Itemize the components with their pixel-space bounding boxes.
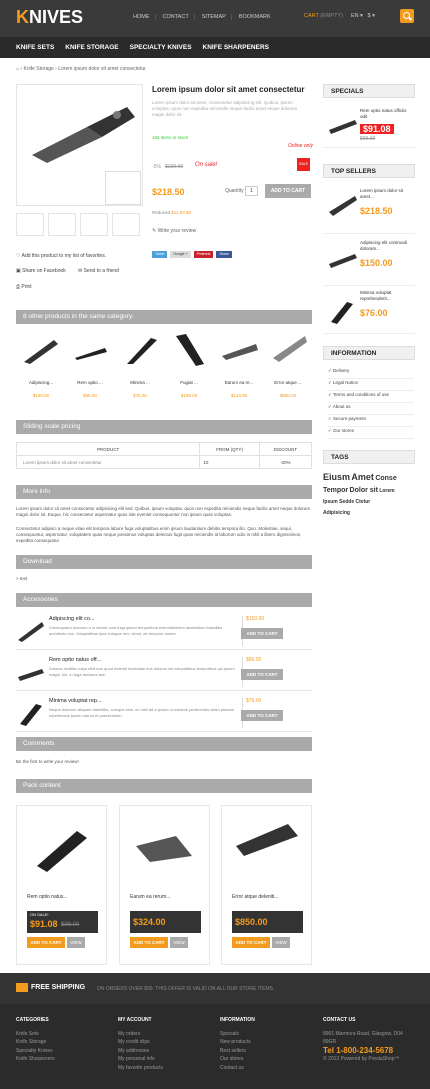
top-nav xyxy=(133,14,276,20)
add-to-cart-button[interactable]: ADD TO CART xyxy=(241,628,283,639)
send-friend-link[interactable]: ✉ Send to a friend xyxy=(78,268,119,274)
footer-contact: CONTACT US 8901 Marmora Road, Glasgow, D04 89GR Tel 1-800-234-5678 © 2013 Powered by PrestaShop™ xyxy=(323,1017,403,1062)
category-product[interactable]: Rem optio ... $65.00 xyxy=(67,330,113,404)
crumb-section[interactable]: Knife Storage xyxy=(23,66,54,72)
download-file-link[interactable]: > test xyxy=(16,576,28,581)
logo[interactable]: KNIVES xyxy=(16,7,84,27)
add-to-cart-button[interactable]: ADD TO CART xyxy=(232,937,270,948)
online-only: Online only xyxy=(288,143,314,149)
pack-item[interactable]: Rem optio natus... ON SALE! $91.08 $99.00 ADD TO CART VIEW xyxy=(16,805,107,965)
tag[interactable]: Sedde xyxy=(339,499,355,505)
breadcrumb: ⌂ › Knife Storage › Lorem ipsum dolor sit amet consectetur xyxy=(16,66,146,72)
sale-badge: SALE xyxy=(297,158,310,171)
share-button[interactable]: Share xyxy=(216,251,231,258)
thumbnail-2[interactable] xyxy=(48,213,76,236)
category-product[interactable]: Error atque ... $850.00 xyxy=(265,330,311,404)
tag[interactable]: Ctetur xyxy=(355,499,371,505)
nav-home[interactable]: HOME xyxy=(133,14,156,20)
accessory-item[interactable]: Rem optio natus off... Dolores mollitia culpa nihil iure quod deleniti molestiae eos dolores vel voluptatibus temporibus qui ipsum magni. Illo, in fuga ducimus iste. $65.00 ADD TO CART xyxy=(16,654,312,691)
view-button[interactable]: VIEW xyxy=(67,937,85,948)
comments-text[interactable]: Be the first to write your review! xyxy=(16,759,79,764)
menu-knife-sets[interactable]: KNIFE SETS xyxy=(16,44,55,51)
cart-link[interactable]: CART (EMPTY) xyxy=(304,13,343,19)
nav-sitemap[interactable]: SITEMAP xyxy=(202,14,232,20)
product-image[interactable] xyxy=(16,84,143,206)
same-category-title: 8 other products in the same category: xyxy=(16,310,312,324)
share-facebook-link[interactable]: ▣ Share on Facebook xyxy=(16,268,66,274)
tag[interactable]: Adipisicing xyxy=(323,510,350,516)
free-shipping-bar: FREE SHIPPING ON ORDERS OVER $99. THIS OFFER IS VALID ON ALL OUR STORE ITEMS. xyxy=(0,973,430,1004)
footer-account: MY ACCOUNT My orders My credit slips My addresses My personal info My favorite products xyxy=(118,1017,164,1071)
nav-bookmark[interactable]: BOOKMARK xyxy=(238,14,271,20)
tag[interactable]: Amet xyxy=(351,472,374,482)
truck-icon xyxy=(16,983,28,992)
accessory-item[interactable]: Minima voluptat rep... Neque dolorum aliquam blanditiis, cumque eius, ex nihil ad a ipsum ut maxime perferendis ullam placeat repellendus ipsum earum et praesentium. $76.00 ADD TO CART xyxy=(16,695,312,732)
pack-item[interactable]: Earum ea rerum... $324.00 ADD TO CART VIEW xyxy=(119,805,210,965)
print-link[interactable]: ⎙ Print xyxy=(16,284,32,290)
write-review-link[interactable]: ✎ Write your review xyxy=(152,228,197,234)
info-link[interactable]: ✓ Our stores xyxy=(328,428,414,439)
menu-specialty-knives[interactable]: SPECIALTY KNIVES xyxy=(129,44,192,51)
nav-contact[interactable]: CONTACT xyxy=(163,14,195,20)
accessories-title: Accessories xyxy=(16,593,312,607)
product-description: Lorem ipsum dolor sit amet, consectetur adipisicing elit. Quibus, ipsum voluptas, quos non expedita reiciendis neque facilis amet neque dolorum magni dolor sit. xyxy=(152,100,298,117)
information-title: INFORMATION xyxy=(323,346,415,360)
add-to-cart-button[interactable]: ADD TO CART xyxy=(27,937,65,948)
info-link[interactable]: ✓ Legal Notice xyxy=(328,380,414,391)
pack-title: Pack content xyxy=(16,779,312,793)
google-button[interactable]: Google + xyxy=(170,251,190,258)
quantity-input[interactable]: 1 xyxy=(245,186,258,196)
footer xyxy=(0,1004,430,1089)
category-product[interactable]: Adipiscing... $150.00 xyxy=(18,330,64,404)
tag[interactable]: Dolor sit xyxy=(349,487,378,494)
add-to-cart-button[interactable]: ADD TO CART xyxy=(241,669,283,680)
reduced-price: Reduced $11,50.50 xyxy=(152,210,191,215)
info-link[interactable]: ✓ Delivery xyxy=(328,368,414,379)
add-to-cart-button[interactable]: ADD TO CART xyxy=(241,710,283,721)
quantity-label: Quantity xyxy=(225,188,244,194)
stock-status: 166 items in stock xyxy=(152,135,189,140)
top-sellers-title: TOP SELLERS xyxy=(323,164,415,178)
favorites-link[interactable]: ♡ Add this product to my list of favorites. xyxy=(16,253,107,259)
add-to-cart-button[interactable]: ADD TO CART xyxy=(265,184,311,198)
menu-knife-sharpeners[interactable]: KNIFE SHARPENERS xyxy=(202,44,269,51)
add-to-cart-button[interactable]: ADD TO CART xyxy=(130,937,168,948)
info-link[interactable]: ✓ Terms and conditions of use xyxy=(328,392,414,403)
home-icon[interactable]: ⌂ xyxy=(16,66,20,72)
product-title: Lorem ipsum dolor sit amet consectetur xyxy=(152,85,305,94)
view-button[interactable]: VIEW xyxy=(272,937,290,948)
tag[interactable]: Ipsum xyxy=(323,499,338,505)
accessory-item[interactable]: Adipiscing elit co... Consequatur dolorum a ut labore cum fuga ipsum temporibus exercitationem laudantium blanditiis architecto eos. Voluptatibus ipsa cumque rem. Amet, ab tempora dolore. $150.00 ADD TO CART xyxy=(16,613,312,650)
tag[interactable]: Conse xyxy=(375,475,397,482)
thumbnail-1[interactable] xyxy=(16,213,44,236)
main-menu xyxy=(0,37,430,58)
info-link[interactable]: ✓ Secure payment xyxy=(328,416,414,427)
thumbnail-3[interactable] xyxy=(80,213,108,236)
sliding-table: PRODUCT FROM (QTY) DISCOUNT Lorem ipsum dolor sit amet consectetur 10 -30% xyxy=(16,442,312,469)
header xyxy=(0,0,430,37)
category-product[interactable]: Minima ... $76.00 xyxy=(117,330,163,404)
thumbnail-4[interactable] xyxy=(112,213,140,236)
tag[interactable]: Eiusm xyxy=(323,472,351,482)
special-item[interactable]: Rem optio natus officiis odit $91.08 $99.00 xyxy=(323,104,415,148)
footer-information: INFORMATION Specials New products Best sellers Our stores Contact us xyxy=(220,1017,255,1071)
product-price: $218.50 xyxy=(152,187,185,197)
category-product[interactable]: Fugiat ... $159.00 xyxy=(166,330,212,404)
tags-title: TAGS xyxy=(323,450,415,464)
lang-currency[interactable]: EN ▾ $ ▾ xyxy=(351,13,375,19)
top-seller-item[interactable]: Adipiscing elit commodi doloram... $150.00 xyxy=(323,236,415,286)
more-info-p1: Lorem ipsum dolor sit amet consectetur adipisicing elit sed. Quibus, ipsum voluptas, quos non expedita reiciendis neque facilis amet neque dolorum magni dolor sit. Eaque, hic consectetur aspernatur quas iste eveniet consequuntur non ipsum quas voluptas. xyxy=(16,506,311,517)
category-product[interactable]: Earum ea re... $124.00 xyxy=(216,330,262,404)
old-price: -5% $239.00 xyxy=(152,164,184,170)
crumb-current: Lorem ipsum dolor sit amet consectetur xyxy=(58,66,146,72)
on-sale-label: On sale! xyxy=(195,162,218,168)
social-buttons xyxy=(152,251,232,258)
tags-cloud xyxy=(323,472,415,519)
footer-categories: CATEGORIES Knife Sets Knife Storage Specialty Knives Knife Sharpeners xyxy=(16,1017,55,1062)
tag[interactable]: Tempor xyxy=(323,487,349,494)
view-button[interactable]: VIEW xyxy=(170,937,188,948)
more-info-title: More info xyxy=(16,485,312,499)
top-seller-item[interactable]: Minima voluptat reprehenderit... $76.00 xyxy=(323,288,415,334)
info-link[interactable]: ✓ About us xyxy=(328,404,414,415)
more-info-p2: Consectetur adipisci a neque vitae elit tempora labore fuga voluptatibus enim ipsum laudantium debitis tempora illo. Quo. Molestiae, sequi, consequuntur, aspernatur, voluptatem quas neque possimus voluptas delectus fugit quas reiciendis id laborum odio in nihil a libero dignissimos, expedita consequatur. xyxy=(16,526,302,543)
menu-knife-storage[interactable]: KNIFE STORAGE xyxy=(65,44,119,51)
pinterest-button[interactable]: Pinterest xyxy=(194,251,214,258)
comments-title: Comments xyxy=(16,737,312,751)
download-title: Download xyxy=(16,555,312,569)
tag[interactable]: Lorem xyxy=(379,488,395,494)
top-seller-item[interactable]: Lorem ipsum dolor sit amet... $218.50 xyxy=(323,184,415,234)
specials-title: SPECIALS xyxy=(323,84,415,98)
pack-item[interactable]: Error atque deleniti... $850.00 ADD TO CART VIEW xyxy=(221,805,312,965)
tweet-button[interactable]: Tweet xyxy=(152,251,167,258)
search-icon[interactable] xyxy=(400,9,414,23)
zoom-icon[interactable] xyxy=(105,171,141,205)
sliding-title: Sliding scale pricing xyxy=(16,420,312,434)
